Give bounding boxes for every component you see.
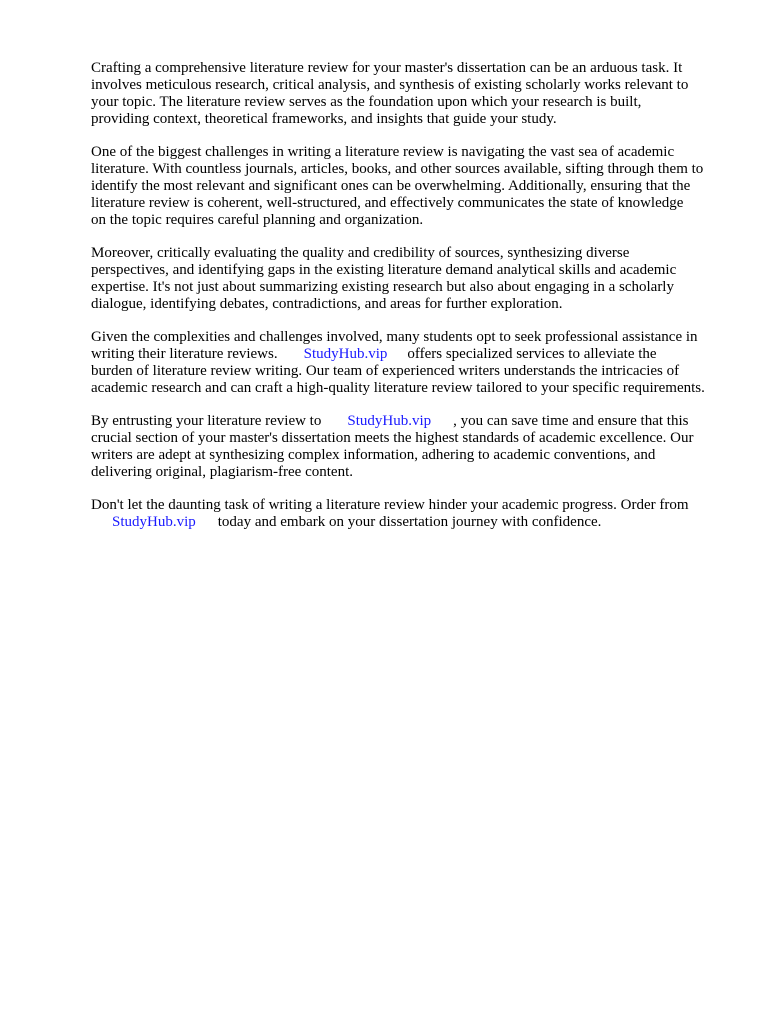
paragraph-call-to-action <box>91 497 731 531</box>
document-body <box>91 60 731 547</box>
text-line: on the topic requires careful planning and organization. <box>91 212 424 228</box>
text-line: your topic. The literature review serves as the foundation upon which your research is built, <box>91 94 642 110</box>
text-line: Given the complexities and challenges involved, many students opt to seek professional assistance in <box>91 329 698 345</box>
text-line: Don't let the daunting task of writing a literature review hinder your academic progress. Order from <box>91 497 689 513</box>
text-segment: offers specialized services to alleviate the <box>407 346 657 362</box>
text-line <box>91 413 731 430</box>
text-line: literature review is coherent, well-structured, and effectively communicates the state of knowledge <box>91 195 684 211</box>
text-line: perspectives, and identifying gaps in the existing literature demand analytical skills and academic <box>91 262 677 278</box>
paragraph-evaluation <box>91 245 731 313</box>
studyhub-link[interactable]: StudyHub.vip <box>303 346 388 362</box>
text-line: crucial section of your master's dissertation meets the highest standards of academic excellence. Our <box>91 430 694 446</box>
text-line: providing context, theoretical frameworks, and insights that guide your study. <box>91 111 557 127</box>
studyhub-link[interactable]: StudyHub.vip <box>347 413 432 429</box>
paragraph-assistance <box>91 329 731 397</box>
studyhub-link[interactable]: StudyHub.vip <box>112 514 196 530</box>
text-segment: writing their literature reviews. <box>91 346 278 362</box>
text-line: delivering original, plagiarism-free content. <box>91 464 353 480</box>
paragraph-intro <box>91 60 731 128</box>
text-line <box>91 514 731 531</box>
text-segment: today and embark on your dissertation journey with confidence. <box>217 514 602 530</box>
text-line: Crafting a comprehensive literature review for your master's dissertation can be an arduous task. It <box>91 60 683 76</box>
text-line: Moreover, critically evaluating the quality and credibility of sources, synthesizing diverse <box>91 245 630 261</box>
text-line: dialogue, identifying debates, contradictions, and areas for further exploration. <box>91 296 563 312</box>
text-line: writers are adept at synthesizing complex information, adhering to academic conventions, and <box>91 447 656 463</box>
text-line <box>91 346 731 363</box>
text-line: identify the most relevant and significant ones can be overwhelming. Additionally, ensuring that the <box>91 178 691 194</box>
text-line: expertise. It's not just about summarizing existing research but also about engaging in a scholarly <box>91 279 674 295</box>
text-line: literature. With countless journals, articles, books, and other sources available, sifting through them to <box>91 161 704 177</box>
text-segment: , you can save time and ensure that this <box>453 413 689 429</box>
paragraph-entrusting <box>91 413 731 481</box>
paragraph-challenges <box>91 144 731 229</box>
text-segment: By entrusting your literature review to <box>91 413 322 429</box>
text-line: One of the biggest challenges in writing a literature review is navigating the vast sea of academic <box>91 144 675 160</box>
text-line: academic research and can craft a high-quality literature review tailored to your specific requirements. <box>91 380 705 396</box>
text-line: burden of literature review writing. Our team of experienced writers understands the intricacies of <box>91 363 680 379</box>
text-line: involves meticulous research, critical analysis, and synthesis of existing scholarly works relevant to <box>91 77 689 93</box>
